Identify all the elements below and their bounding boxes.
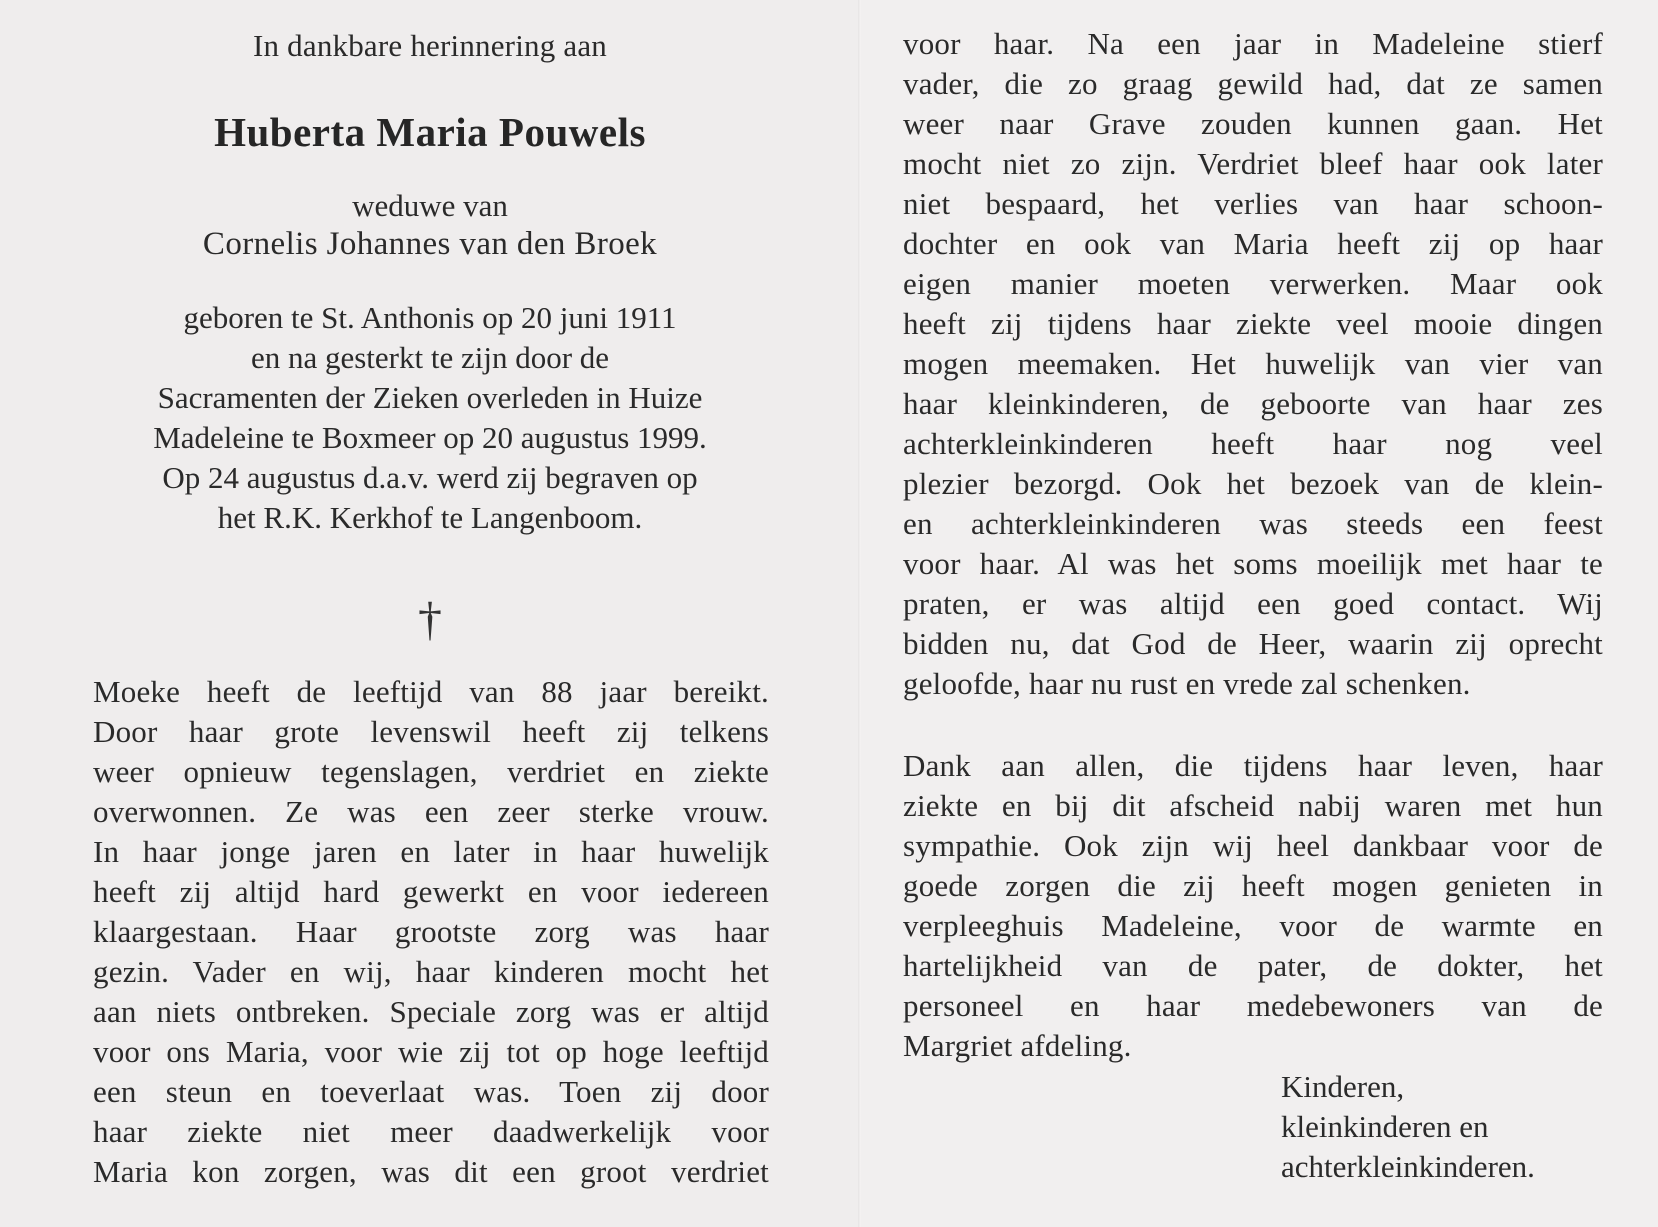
cross-icon: † xyxy=(418,593,442,646)
birth-line: en na gesterkt te zijn door de xyxy=(250,340,610,375)
birth-line: Madeleine te Boxmeer op 20 augustus 1999. xyxy=(153,420,707,455)
body-line: gezin. Vader en wij, haar kinderen mocht het xyxy=(93,954,769,989)
family-signature xyxy=(1281,1067,1535,1187)
body-line: heeft zij tijdens haar ziekte veel mooie dingen xyxy=(903,306,1603,341)
body-line: plezier bezorgd. Ook het bezoek van de klein- xyxy=(903,466,1603,501)
thanks-line: verpleeghuis Madeleine, voor de warmte en xyxy=(903,908,1603,943)
body-line: een steun en toeverlaat was. Toen zij door xyxy=(93,1074,769,1109)
thanks-line: goede zorgen die zij heeft mogen genieten in xyxy=(903,868,1603,903)
thanks-paragraph xyxy=(903,746,1603,1066)
deceased-name: Huberta Maria Pouwels xyxy=(214,109,646,155)
intro-text: In dankbare herinnering aan xyxy=(253,28,607,63)
spouse-name: Cornelis Johannes van den Broek xyxy=(202,226,658,262)
birth-line: het R.K. Kerkhof te Langenboom. xyxy=(217,500,643,535)
body-line: mocht niet zo zijn. Verdriet bleef haar ook later xyxy=(903,146,1603,181)
body-line: eigen manier moeten verwerken. Maar ook xyxy=(903,266,1603,301)
birth-line: geboren te St. Anthonis op 20 juni 1911 xyxy=(183,300,677,335)
body-line: achterkleinkinderen heeft haar nog veel xyxy=(903,426,1603,461)
body-line: voor haar. Na een jaar in Madeleine stierf xyxy=(903,26,1603,61)
body-line: heeft zij altijd hard gewerkt en voor iedereen xyxy=(93,874,769,909)
birth-death-details xyxy=(95,298,765,538)
biography-right xyxy=(903,24,1603,704)
body-line: en achterkleinkinderen was steeds een feest xyxy=(903,506,1603,541)
body-line: voor haar. Al was het soms moeilijk met haar te xyxy=(903,546,1603,581)
thanks-line: ziekte en bij dit afscheid nabij waren met hun xyxy=(903,788,1603,823)
body-line: Maria kon zorgen, was dit een groot verdriet xyxy=(93,1154,769,1189)
signature-line: kleinkinderen en xyxy=(1281,1109,1489,1144)
body-line: weer opnieuw tegenslagen, verdriet en ziekte xyxy=(93,754,769,789)
thanks-line: personeel en haar medebewoners van de xyxy=(903,988,1603,1023)
body-line: geloofde, haar nu rust en vrede zal schenken. xyxy=(903,666,1471,701)
body-line: dochter en ook van Maria heeft zij op haar xyxy=(903,226,1603,261)
body-line: aan niets ontbreken. Speciale zorg was er altijd xyxy=(93,994,769,1029)
body-line: overwonnen. Ze was een zeer sterke vrouw. xyxy=(93,794,769,829)
body-line: In haar jonge jaren en later in haar huwelijk xyxy=(93,834,769,869)
body-line: niet bespaard, het verlies van haar schoon- xyxy=(903,186,1603,221)
body-line: haar ziekte niet meer daadwerkelijk voor xyxy=(93,1114,769,1149)
thanks-line: sympathie. Ook zijn wij heel dankbaar voor de xyxy=(903,828,1603,863)
thanks-line: Dank aan allen, die tijdens haar leven, haar xyxy=(903,748,1603,783)
body-line: Moeke heeft de leeftijd van 88 jaar bereikt. xyxy=(93,674,769,709)
body-line: praten, er was altijd een goed contact. Wij xyxy=(903,586,1603,621)
body-line: klaargestaan. Haar grootste zorg was haar xyxy=(93,914,769,949)
body-line: vader, die zo graag gewild had, dat ze samen xyxy=(903,66,1603,101)
body-line: mogen meemaken. Het huwelijk van vier van xyxy=(903,346,1603,381)
thanks-line: hartelijkheid van de pater, de dokter, het xyxy=(903,948,1603,983)
birth-line: Sacramenten der Zieken overleden in Huize xyxy=(157,380,703,415)
body-line: Door haar grote levenswil heeft zij telkens xyxy=(93,714,769,749)
card-fold xyxy=(858,0,861,1227)
body-line: bidden nu, dat God de Heer, waarin zij oprecht xyxy=(903,626,1603,661)
body-line: weer naar Grave zouden kunnen gaan. Het xyxy=(903,106,1603,141)
widow-label: weduwe van xyxy=(352,188,508,223)
thanks-line: Margriet afdeling. xyxy=(903,1028,1132,1063)
signature-line: Kinderen, xyxy=(1281,1069,1405,1104)
body-line: voor ons Maria, voor wie zij tot op hoge leeftijd xyxy=(93,1034,769,1069)
biography-left xyxy=(93,672,769,1192)
birth-line: Op 24 augustus d.a.v. werd zij begraven op xyxy=(162,460,698,495)
signature-line: achterkleinkinderen. xyxy=(1281,1149,1535,1184)
body-line: haar kleinkinderen, de geboorte van haar zes xyxy=(903,386,1603,421)
